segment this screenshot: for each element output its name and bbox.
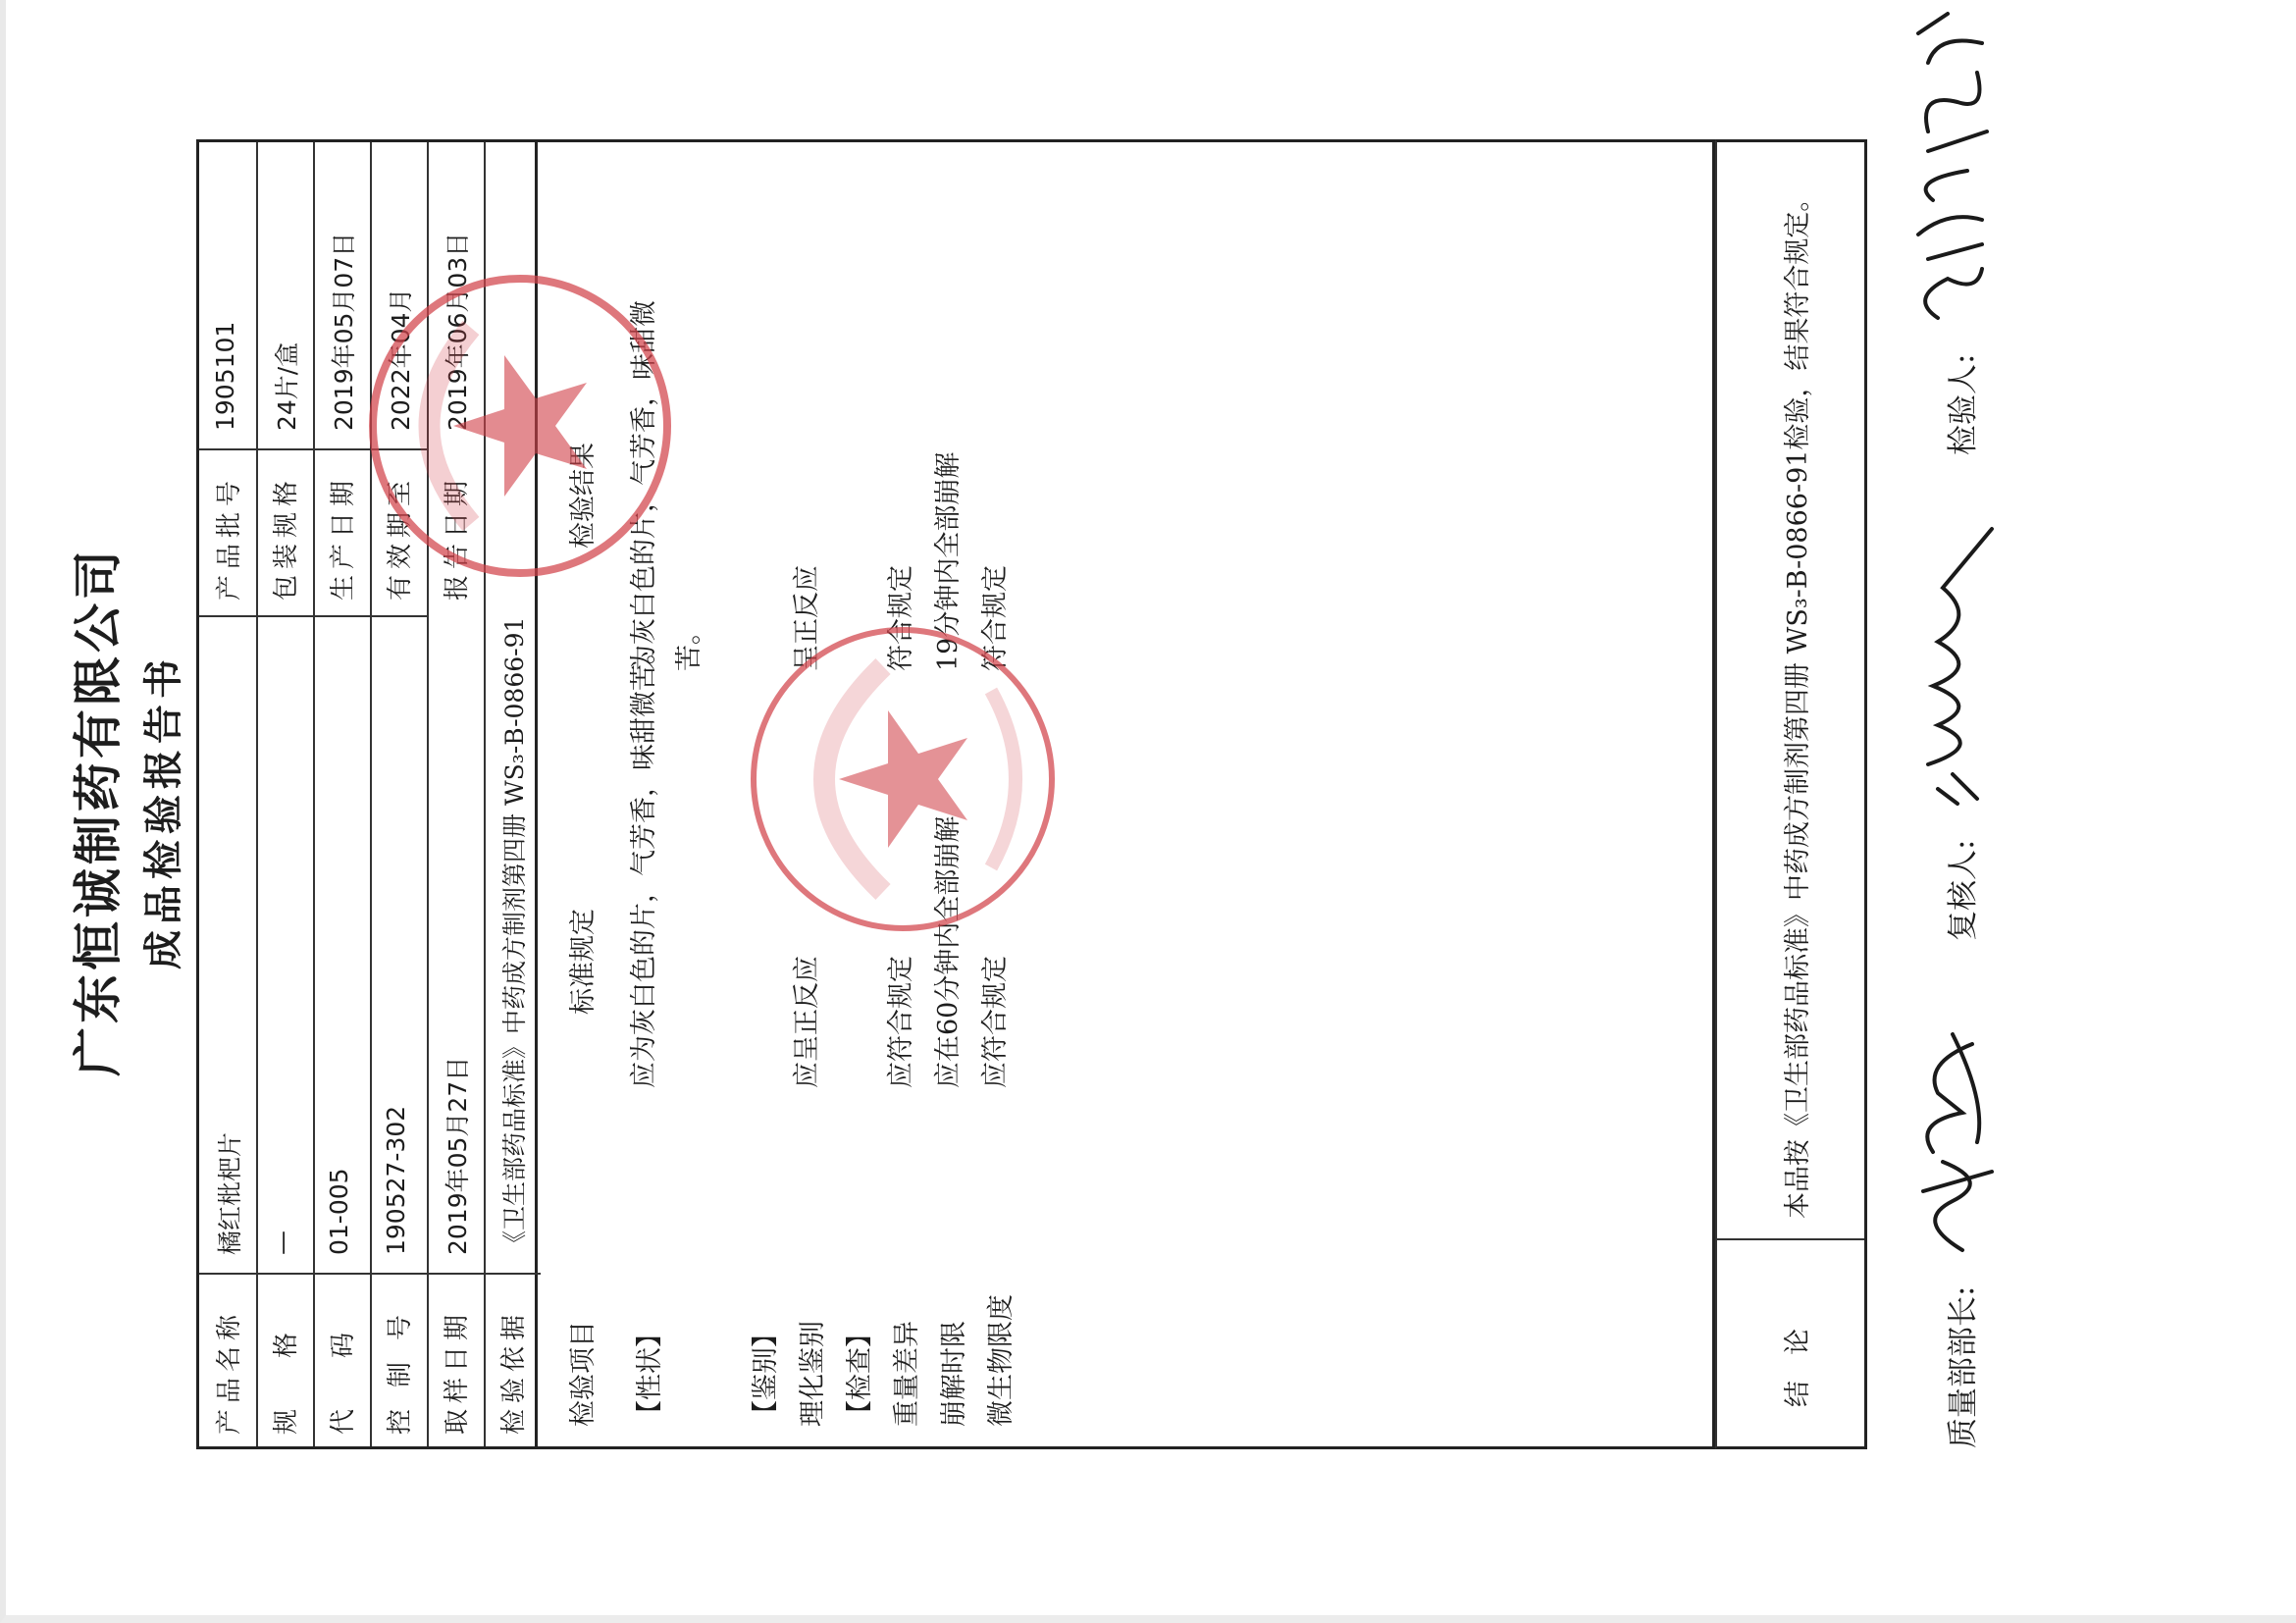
- code-value: 01-005: [325, 1168, 353, 1255]
- inspection-results: [538, 139, 1715, 1449]
- item-identification: 【鉴别】: [751, 1321, 781, 1427]
- result-disintegration: 19分钟内全部崩解: [933, 451, 964, 671]
- conclusion-label: 结论: [1783, 1303, 1813, 1407]
- col-header-result: 检验结果: [568, 443, 599, 549]
- company-inspection-seal: [363, 269, 677, 583]
- sampling-date-label: 取样日期: [443, 1308, 472, 1435]
- conclusion-box: [1715, 139, 1867, 1449]
- spec-value: —: [268, 1230, 296, 1255]
- item-disintegration: 崩解时限: [939, 1321, 969, 1427]
- inspector-signature: [1889, 4, 2007, 328]
- expiry-value: 2022年04月: [387, 288, 415, 431]
- sampling-date-value: 2019年05月27日: [444, 1056, 472, 1255]
- standard-appearance: 应为灰白色的片，气芳香，味甜微苦。: [629, 638, 659, 1088]
- result-chemical-id: 呈正反应: [792, 565, 822, 671]
- package-label: 包装规格: [272, 474, 301, 601]
- basis-label: 检验依据: [499, 1308, 529, 1435]
- spec-label: 规格: [272, 1281, 301, 1435]
- col-header-item: 检验项目: [568, 1321, 599, 1427]
- control-no-value: 190527-302: [382, 1105, 410, 1255]
- package-value: 24片/盒: [273, 341, 301, 431]
- hospital-quality-seal: [746, 622, 1060, 936]
- result-microbial-limit: 符合规定: [980, 565, 1011, 671]
- product-name-label: 产品名称: [215, 1308, 244, 1435]
- info-row: [256, 142, 315, 1446]
- batch-label: 产品批号: [215, 474, 244, 601]
- standard-microbial-limit: 应符合规定: [980, 956, 1011, 1088]
- qa-head-signature: [1894, 1015, 2011, 1260]
- report-date-value: 2019年06月03日: [444, 232, 472, 431]
- item-checks: 【检查】: [845, 1321, 875, 1427]
- control-no-label: 控制号: [386, 1292, 415, 1435]
- col-header-standard: 标准规定: [568, 909, 599, 1015]
- item-chemical-id: 理化鉴别: [798, 1321, 828, 1427]
- reviewer-label: 复核人:: [1946, 839, 1981, 941]
- inspector-label: 检验人:: [1946, 353, 1981, 455]
- expiry-label: 有效期至: [386, 474, 415, 601]
- result-weight-variation: 符合规定: [886, 565, 916, 671]
- production-date-label: 生产日期: [329, 474, 358, 601]
- basis-value: 《卫生部药品标准》中药成方制剂第四册 WS₃-B-0866-91: [500, 616, 529, 1255]
- standard-chemical-id: 应呈正反应: [792, 956, 822, 1088]
- conclusion-text: 本品按《卫生部药品标准》中药成方制剂第四册 WS₃-B-0866-91检验，结果符合规定。: [1783, 184, 1813, 1219]
- item-appearance: 【性状】: [635, 1321, 665, 1427]
- conclusion-divider: [1717, 1238, 1864, 1240]
- company-name: 广东恒诚制药有限公司: [69, 547, 127, 1076]
- report-title: 成品检验报告书: [140, 654, 186, 969]
- reviewer-signature: [1899, 519, 2007, 813]
- code-label: 代码: [329, 1281, 358, 1435]
- info-row: [199, 142, 258, 1446]
- item-weight-variation: 重量差异: [892, 1321, 922, 1427]
- standard-weight-variation: 应符合规定: [886, 956, 916, 1088]
- item-microbial-limit: 微生物限度: [986, 1294, 1017, 1427]
- production-date-value: 2019年05月07日: [330, 232, 358, 431]
- standard-disintegration: 应在60分钟内全部崩解: [933, 815, 964, 1088]
- product-name-value: 橘红枇杷片: [216, 1131, 244, 1255]
- result-appearance: 为灰白色的片，气芳香，味甜微苦。: [629, 300, 704, 671]
- batch-value: 1905101: [211, 321, 239, 431]
- report-date-label: 报告日期: [443, 474, 472, 601]
- qa-head-label: 质量部部长:: [1946, 1285, 1981, 1448]
